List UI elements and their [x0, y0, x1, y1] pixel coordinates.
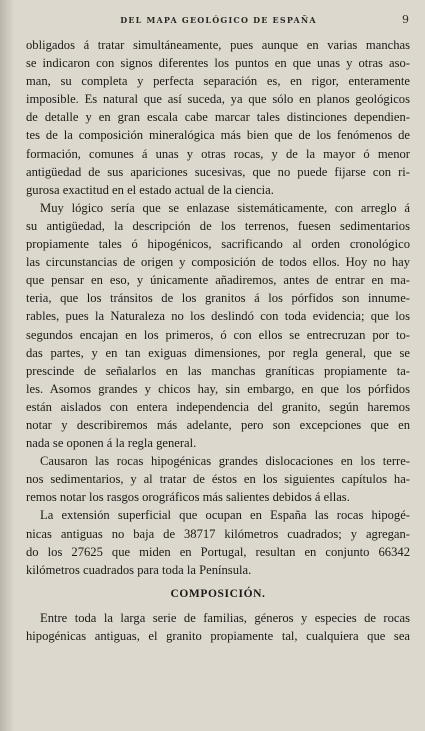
text-line: Entre toda la larga serie de familias, géneros y especies de rocas: [40, 610, 410, 625]
text-line: les. Asomos grandes y chicos hay, sin embargo, en que los pórfidos: [26, 381, 410, 396]
text-line: nicas antiguas no baja de 38717 kilómetros cuadrados; y agregan-: [26, 526, 410, 541]
text-line: se indicaron con signos diferentes los puntos en que unas y otras aso-: [26, 56, 410, 71]
text-line: tes de la composición mineralógica más bien que de los fenómenos de: [26, 128, 410, 143]
text-line: nada se oponen á la regla general.: [26, 436, 197, 451]
section-heading: COMPOSICIÓN.: [170, 587, 266, 600]
text-line: do los 27625 que miden en Portugal, resultan en conjunto 66342: [26, 544, 410, 559]
text-line: das partes, y en tan exiguas dimensiones, por regla general, que se: [26, 345, 410, 360]
text-line: de detalle y en gran escala cabe marcar tales distinciones dependien-: [26, 110, 410, 125]
text-line: antigüedad de sus apariciones sucesivas, que no puede fijarse con ri-: [26, 164, 410, 179]
text-line: imposible. Es natural que así suceda, ya que sólo en planos geológicos: [26, 92, 410, 107]
page-header: [24, 15, 413, 29]
text-line: kilómetros cuadrados para toda la Península.: [26, 562, 252, 577]
text-line: segundos encajan en los primeros, ó con ellos se entrecruzan por to-: [26, 327, 410, 342]
text-line: rables, pues la Naturaleza no los deslindó con toda evidencia; que los: [26, 309, 410, 324]
text-line: teria, que los tránsitos de los granitos á los pórfidos son innume-: [26, 291, 410, 306]
text-line: las circunstancias de origen y composición de todos ellos. Hoy no hay: [26, 255, 410, 270]
text-line: formación, comunes á unas y otras rocas, y de la mayor ó menor: [26, 146, 410, 161]
text-line: notar y describiremos más adelante, pero son excepciones que en: [26, 417, 410, 432]
body-text: [26, 36, 410, 645]
text-line: están aislados con entera independencia del granito, según haremos: [26, 399, 410, 414]
page-number: 9: [402, 13, 409, 26]
text-line: gurosa exactitud en el estado actual de la ciencia.: [26, 182, 274, 197]
text-line: su antigüedad, la descripción de los terrenos, fuesen sedimentarios: [26, 218, 410, 233]
text-line: remos notar los rasgos orográficos más salientes debidos á ellas.: [26, 490, 350, 505]
text-line: man, su completa y perfecta separación es, en rigor, enteramente: [26, 74, 410, 89]
text-line: nos sedimentarios, y al tratar de éstos en los siguientes capítulos ha-: [26, 472, 410, 487]
text-line: hipogénicas antiguas, el granito propiamente tal, cualquiera que sea: [26, 629, 410, 643]
text-line: La extensión superficial que ocupan en España las rocas hipogé-: [40, 508, 410, 523]
text-line: propiamente tales ó hipogénicos, sacrificando al orden cronológico: [26, 237, 410, 252]
binding-shadow: [0, 0, 14, 731]
running-head: DEL MAPA GEOLÓGICO DE ESPAÑA: [120, 15, 317, 25]
text-line: Muy lógico sería que se enlazase sistemáticamente, con arreglo á: [40, 200, 410, 215]
text-line: Causaron las rocas hipogénicas grandes dislocaciones en los terre-: [40, 454, 410, 469]
text-line: que pensar en eso, y únicamente añadiremos, antes de entrar en ma-: [26, 273, 410, 288]
text-line: prescinde de señalarlos en las manchas graníticas propiamente ta-: [26, 363, 410, 378]
text-line: obligados á tratar simultáneamente, pues aunque en varias manchas: [26, 38, 410, 52]
